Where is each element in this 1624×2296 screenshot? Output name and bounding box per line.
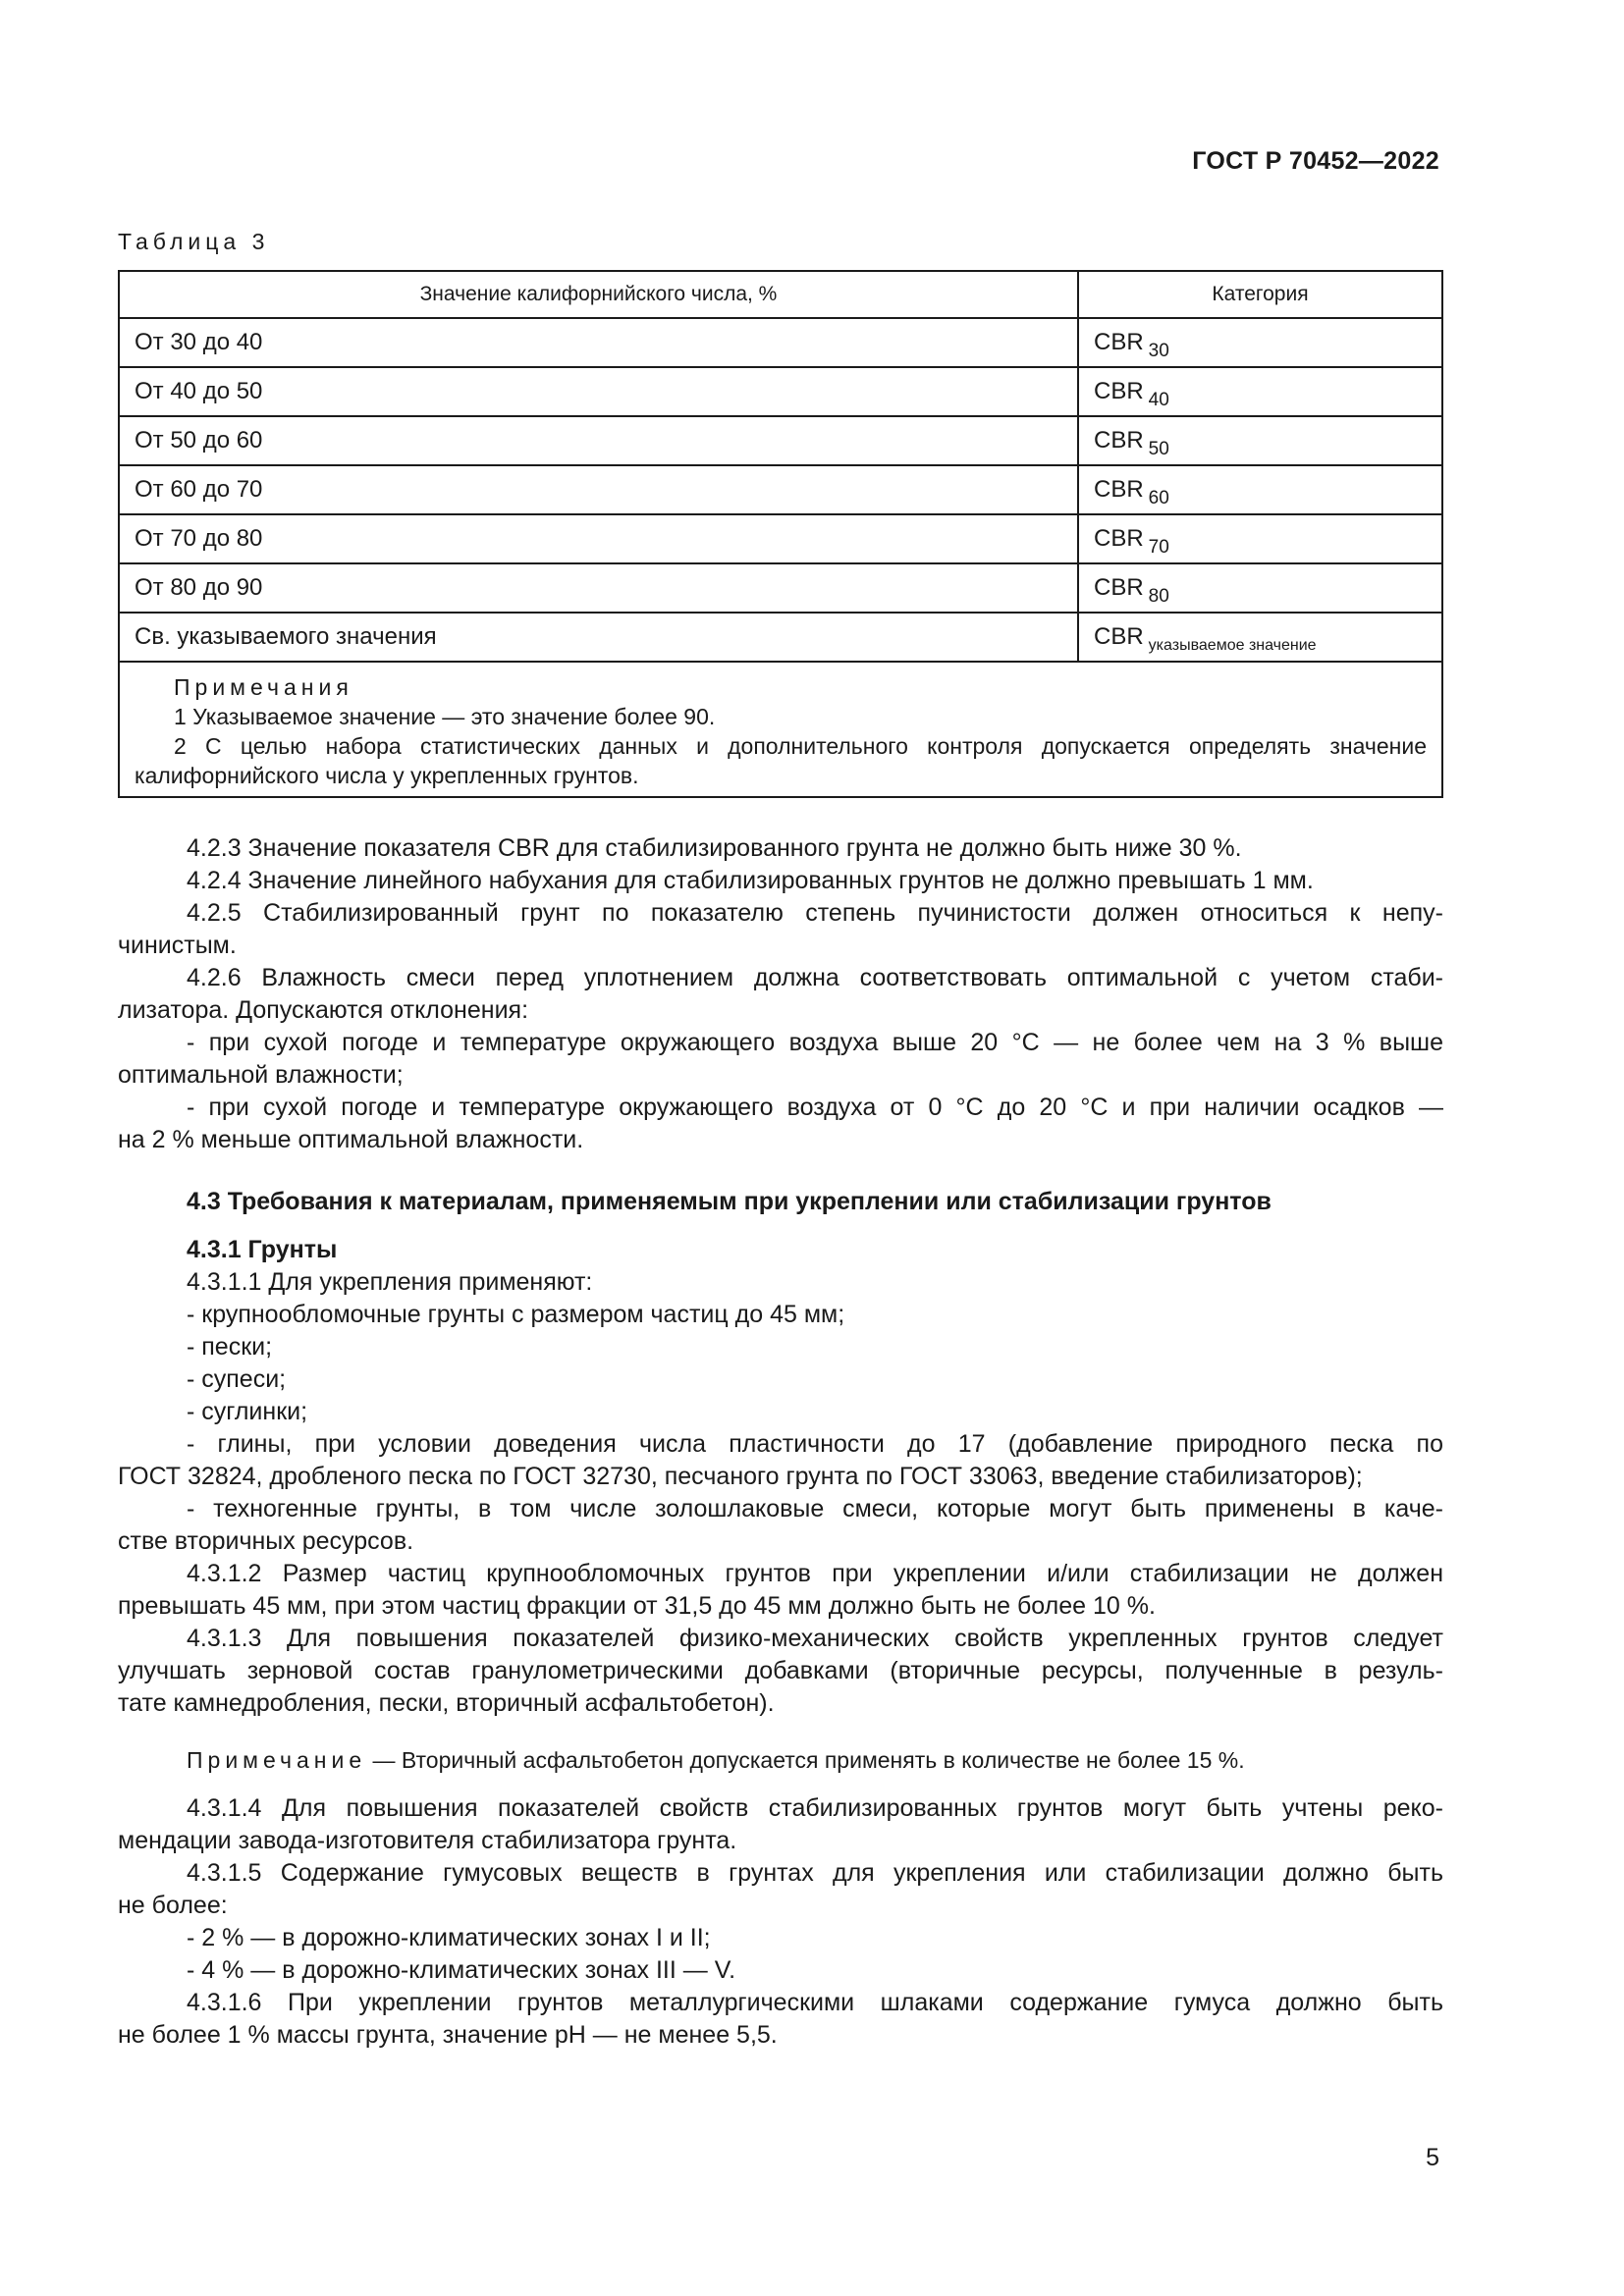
table-header-row [120, 272, 1441, 319]
paragraph-4-3-1-5-line-1: 4.3.1.5 Содержание гумусовых веществ в грунтах для укрепления или стабилизации должно быть [187, 1859, 1443, 1887]
table-row [120, 466, 1441, 515]
cbr-label: CBR [1094, 329, 1144, 355]
table-cbr-categories [118, 270, 1443, 798]
paragraph-4-3-1-2-line-1: 4.3.1.2 Размер частиц крупнообломочных грунтов при укреплении и/или стабилизации не должен [187, 1560, 1443, 1587]
table-header-category: Категория [1212, 283, 1309, 305]
paragraph-4-2-5-line-2: чинистым. [118, 932, 237, 959]
cbr-subscript: 60 [1148, 488, 1169, 508]
paragraph-4-3-1-6-line-1: 4.3.1.6 При укреплении грунтов металлургическими шлаками содержание гумуса должно быть [187, 1989, 1443, 2016]
table-row [120, 368, 1441, 417]
paragraph-4-2-3: 4.2.3 Значение показателя CBR для стабилизированного грунта не должно быть ниже 30 %. [187, 834, 1242, 862]
table-cell-category [1079, 417, 1441, 464]
deviation-1-line-2: оптимальной влажности; [118, 1061, 404, 1089]
heading-4-3: 4.3 Требования к материалам, применяемым при укреплении или стабилизации грунтов [187, 1188, 1272, 1215]
body-section-4-2 [118, 832, 1443, 1156]
table-row [120, 319, 1441, 368]
cbr-subscript: 40 [1148, 390, 1169, 410]
paragraph-4-3-1-3-line-2: улучшать зерновой состав гранулометрическими добавками (вторичные ресурсы, полученные в резуль- [118, 1657, 1443, 1684]
deviation-2-line-2: на 2 % меньше оптимальной влажности. [118, 1126, 584, 1153]
list-item-clays-line-2: ГОСТ 32824, дробленого песка по ГОСТ 32730, песчаного грунта по ГОСТ 33063, введение стабилизаторов); [118, 1463, 1363, 1490]
cbr-label: CBR [1094, 378, 1144, 404]
page-number: 5 [1426, 2144, 1439, 2171]
table-cell-category [1079, 319, 1441, 366]
paragraph-4-3-1-1: 4.3.1.1 Для укрепления применяют: [187, 1268, 593, 1296]
heading-4-3-1: 4.3.1 Грунты [187, 1236, 338, 1263]
document-code: ГОСТ Р 70452—2022 [1192, 147, 1439, 175]
table-row [120, 417, 1441, 466]
note-1: 1 Указываемое значение — это значение более 90. [174, 704, 716, 729]
table-row [120, 614, 1441, 663]
deviation-1-line-1: - при сухой погоде и температуре окружающего воздуха выше 20 °С — не более чем на 3 % выше [187, 1029, 1443, 1056]
body-section-4-3-1-cont [118, 1792, 1443, 2052]
table-label: Таблица 3 [118, 229, 270, 254]
table-cell-category [1079, 614, 1441, 661]
cbr-label: CBR [1094, 427, 1144, 454]
paragraph-4-2-4: 4.2.4 Значение линейного набухания для стабилизированных грунтов не должно превышать 1 мм. [187, 867, 1314, 894]
notes-title: Примечания [174, 674, 353, 700]
list-item: - крупнообломочные грунты с размером частиц до 45 мм; [187, 1301, 845, 1328]
cbr-label: CBR [1094, 525, 1144, 552]
paragraph-4-3-1-3-line-1: 4.3.1.3 Для повышения показателей физико-механических свойств укрепленных грунтов следует [187, 1625, 1443, 1652]
table-notes [120, 663, 1441, 796]
cbr-label: CBR [1094, 476, 1144, 503]
table-cell-range: От 70 до 80 [120, 515, 1079, 562]
paragraph-4-2-5-line-1: 4.2.5 Стабилизированный грунт по показателю степень пучинистости должен относиться к непу- [187, 899, 1443, 927]
table-cell-range: Св. указываемого значения [120, 614, 1079, 661]
table-cell-range: От 60 до 70 [120, 466, 1079, 513]
table-cell-category [1079, 515, 1441, 562]
note-2-line-2: калифорнийского числа у укрепленных грунтов. [135, 763, 639, 788]
list-item: - суглинки; [187, 1398, 308, 1425]
table-cell-category [1079, 368, 1441, 415]
table-cell-category [1079, 564, 1441, 612]
cbr-subscript: 30 [1148, 341, 1169, 361]
note-2-line-1: 2 С целью набора статистических данных и дополнительного контроля допускается определять значение [174, 733, 1427, 759]
paragraph-4-2-6-line-1: 4.2.6 Влажность смеси перед уплотнением должна соответствовать оптимальной с учетом стаби- [187, 964, 1443, 991]
deviation-2-line-1: - при сухой погоде и температуре окружающего воздуха от 0 °С до 20 °С и при наличии осадков — [187, 1094, 1443, 1121]
list-item: - 4 % — в дорожно-климатических зонах III — V. [187, 1956, 736, 1984]
table-cell-range: От 30 до 40 [120, 319, 1079, 366]
paragraph-4-2-6-line-2: лизатора. Допускаются отклонения: [118, 996, 529, 1024]
body-section-4-3-1 [118, 1234, 1443, 1720]
note-text: — Вторичный асфальтобетон допускается применять в количестве не более 15 %. [366, 1747, 1245, 1773]
table-cell-range: От 80 до 90 [120, 564, 1079, 612]
inline-note [118, 1744, 1443, 1777]
paragraph-4-3-1-6-line-2: не более 1 % массы грунта, значение pH — не менее 5,5. [118, 2021, 778, 2049]
paragraph-4-3-1-5-line-2: не более: [118, 1892, 228, 1919]
paragraph-4-3-1-4-line-1: 4.3.1.4 Для повышения показателей свойств стабилизированных грунтов могут быть учтены реко- [187, 1794, 1443, 1822]
list-item-technogenic-line-2: стве вторичных ресурсов. [118, 1527, 414, 1555]
list-item: - 2 % — в дорожно-климатических зонах I и II; [187, 1924, 711, 1951]
list-item: - пески; [187, 1333, 273, 1361]
cbr-label: CBR [1094, 623, 1144, 650]
table-row [120, 515, 1441, 564]
section-heading-4-3 [118, 1186, 1443, 1218]
table-cell-range: От 50 до 60 [120, 417, 1079, 464]
table-cell-range: От 40 до 50 [120, 368, 1079, 415]
table-cell-category [1079, 466, 1441, 513]
note-label: Примечание [187, 1747, 367, 1773]
cbr-label: CBR [1094, 574, 1144, 601]
cbr-subscript: 80 [1148, 586, 1169, 607]
list-item-technogenic-line-1: - техногенные грунты, в том числе золошлаковые смеси, которые могут быть применены в каче- [187, 1495, 1443, 1522]
list-item: - супеси; [187, 1365, 287, 1393]
cbr-subscript: указываемое значение [1148, 637, 1317, 654]
cbr-subscript: 70 [1148, 537, 1169, 558]
paragraph-4-3-1-3-line-3: тате камнедробления, пески, вторичный асфальтобетон). [118, 1689, 775, 1717]
paragraph-4-3-1-2-line-2: превышать 45 мм, при этом частиц фракции от 31,5 до 45 мм должно быть не более 10 %. [118, 1592, 1156, 1620]
list-item-clays-line-1: - глины, при условии доведения числа пластичности до 17 (добавление природного песка по [187, 1430, 1443, 1458]
table-header-value: Значение калифорнийского числа, % [120, 272, 1079, 317]
paragraph-4-3-1-4-line-2: мендации завода-изготовителя стабилизатора грунта. [118, 1827, 737, 1854]
table-row [120, 564, 1441, 614]
cbr-subscript: 50 [1148, 439, 1169, 459]
